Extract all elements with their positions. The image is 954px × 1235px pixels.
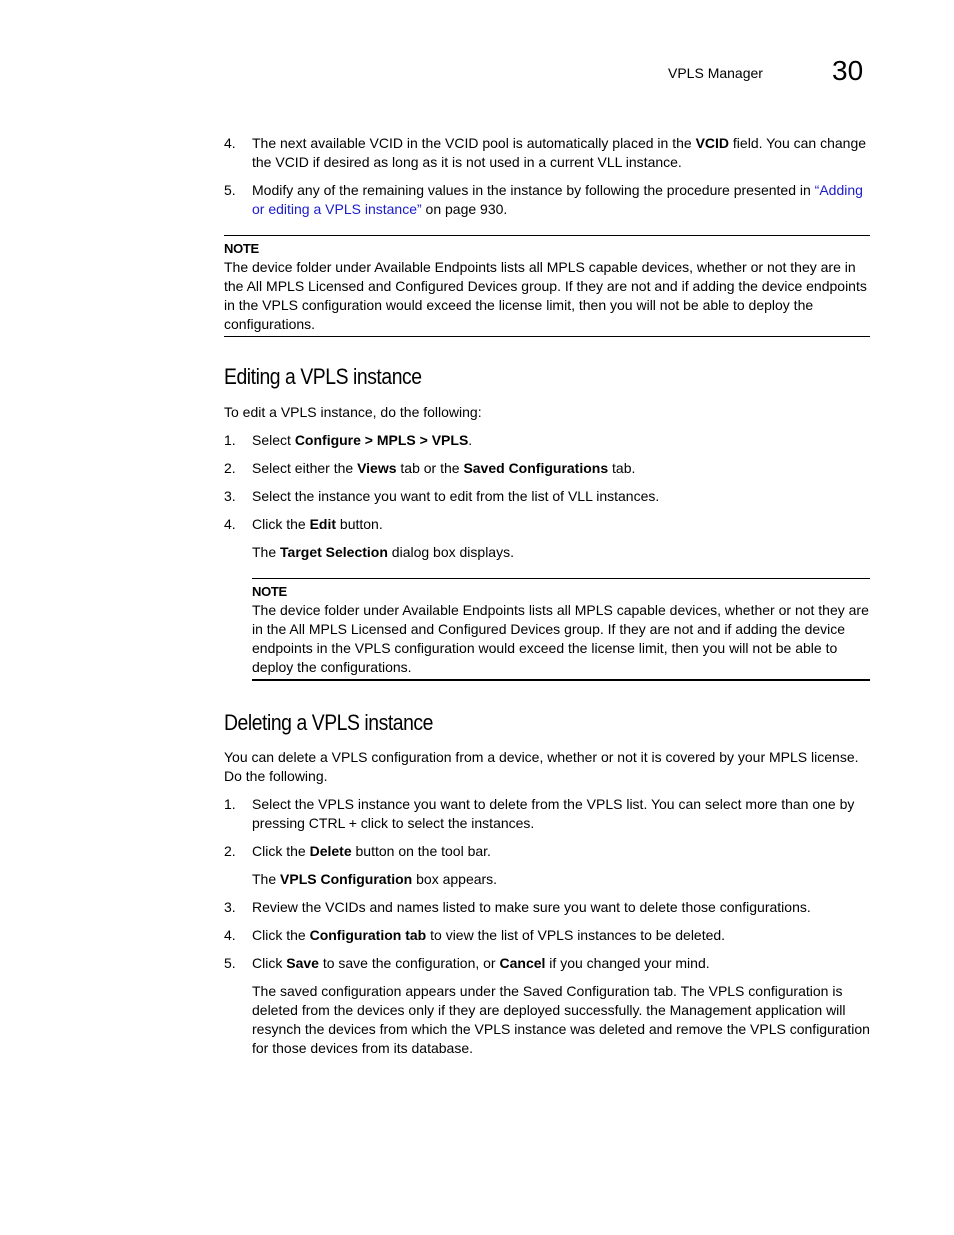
step-number: 3.	[224, 899, 236, 915]
step-text: Click the Delete button on the tool bar.	[252, 843, 491, 859]
step-number: 5.	[224, 182, 236, 198]
list-item	[224, 134, 870, 172]
section-heading: Editing a VPLS instance	[224, 364, 422, 389]
ui-term: Target Selection	[280, 544, 388, 560]
step-number: 5.	[224, 955, 236, 971]
ui-term: VCID	[695, 135, 730, 151]
section-intro: To edit a VPLS instance, do the following:	[224, 404, 482, 420]
ui-term: VPLS Configuration	[280, 871, 413, 887]
step-number: 2.	[224, 843, 236, 859]
ui-term: Cancel	[499, 955, 546, 971]
step-number: 1.	[224, 432, 236, 448]
closing-paragraph: The saved configuration appears under the Saved Configuration tab. The VPLS configuration is deleted from the devices only if they are deployed successfully. the Management application will resynch the devices from which the VPLS instance was deleted and remove the VPLS configuration for those devices from its database.	[252, 983, 870, 1056]
note-label: NOTE	[252, 584, 287, 599]
chapter-number: 30	[832, 55, 864, 86]
note-text: The device folder under Available Endpoints lists all MPLS capable devices, whether or not they are in the All MPLS Licensed and Configured Devices group. If they are not and if adding the device endpoints in the VPLS configuration would exceed the license limit, then you will not be able to deploy the configurations.	[224, 259, 867, 332]
list-item	[224, 795, 870, 833]
step-text: Select Configure > MPLS > VPLS.	[252, 432, 473, 448]
step-text: Select the VPLS instance you want to delete from the VPLS list. You can select more than one by pressing CTRL + click to select the instances.	[252, 796, 855, 831]
cross-reference-link[interactable]: “Adding or editing a VPLS instance”	[252, 182, 863, 217]
step-text: Select either the Views tab or the Saved Configurations tab.	[252, 460, 636, 476]
step-text: Click the Edit button.	[252, 516, 383, 532]
note-box	[252, 578, 870, 681]
step-text: Click the Configuration tab to view the list of VPLS instances to be deleted.	[252, 927, 726, 943]
step-text: Click Save to save the configuration, or Cancel if you changed your mind.	[252, 955, 710, 971]
step-number: 2.	[224, 460, 236, 476]
section-intro: You can delete a VPLS configuration from a device, whether or not it is covered by your MPLS license. Do the following.	[224, 749, 859, 784]
note-box	[224, 235, 870, 337]
note-label: NOTE	[224, 241, 259, 256]
ui-term: Delete	[309, 843, 352, 859]
step-text: The next available VCID in the VCID pool is automatically placed in the VCID field. You can change the VCID if desired as long as it is not used in a current VLL instance.	[252, 135, 867, 170]
section-heading: Deleting a VPLS instance	[224, 710, 433, 735]
list-item	[224, 842, 870, 861]
list-item	[224, 898, 870, 917]
ui-term: Saved Configurations	[463, 460, 609, 476]
list-item	[224, 431, 870, 450]
ui-term: Views	[357, 460, 397, 476]
step-text: Select the instance you want to edit from the list of VLL instances.	[252, 488, 660, 504]
note-text: The device folder under Available Endpoints lists all MPLS capable devices, whether or not they are in the All MPLS Licensed and Configured Devices group. If they are not and if adding the device endpoints in the VPLS configuration would exceed the license limit, then you will not be able to deploy the configurations.	[252, 602, 869, 675]
list-item	[224, 487, 870, 506]
step-number: 3.	[224, 488, 236, 504]
step-result: The VPLS Configuration box appears.	[252, 871, 498, 887]
step-number: 4.	[224, 927, 236, 943]
step-text: Review the VCIDs and names listed to make sure you want to delete those configurations.	[252, 899, 811, 915]
list-item	[224, 181, 870, 219]
ui-term: Edit	[309, 516, 337, 532]
step-result: The Target Selection dialog box displays.	[252, 544, 514, 560]
step-text: Modify any of the remaining values in the instance by following the procedure presented in “Adding or editing a VPLS instance” on page 930.	[252, 182, 863, 217]
list-item	[224, 515, 870, 534]
step-number: 1.	[224, 796, 236, 812]
ui-term: Save	[286, 955, 319, 971]
ui-term: Configure > MPLS > VPLS	[294, 432, 469, 448]
list-item	[224, 954, 870, 973]
step-number: 4.	[224, 135, 236, 151]
list-item	[224, 926, 870, 945]
ui-term: Configuration tab	[309, 927, 427, 943]
running-header-section: VPLS Manager	[668, 65, 763, 81]
step-number: 4.	[224, 516, 236, 532]
list-item	[224, 459, 870, 478]
